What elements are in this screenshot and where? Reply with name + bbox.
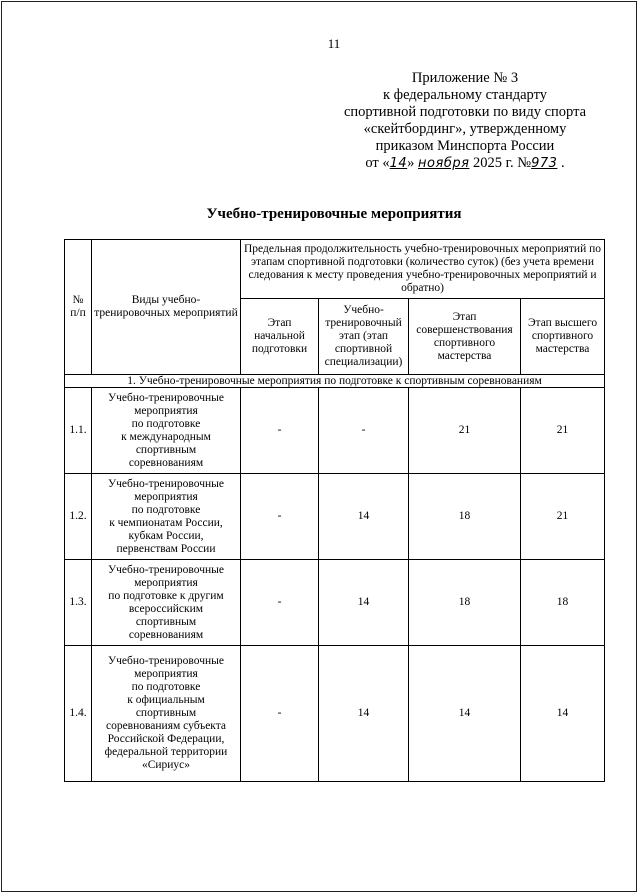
event-line: спортивным — [135, 707, 197, 719]
event-line: по подготовке — [131, 503, 201, 516]
section-title: 1. Учебно-тренировочные мероприятия по подготовке к спортивным соревнованиям — [65, 375, 605, 388]
event-line: Российской Федерации, — [107, 733, 225, 745]
header-duration: Предельная продолжительность учебно-тренировочных мероприятий по этапам спортивной подготовки (количество суток) (без учета времени следования к месту проведения учебно-тренировочных мероприятий и обратно) — [241, 240, 605, 299]
duration-value: 14 — [319, 560, 409, 646]
duration-value: 21 — [521, 388, 605, 474]
event-line: соревнованиям — [128, 628, 204, 641]
date-prefix: от « — [365, 155, 390, 171]
header-kind: Виды учебно-тренировочных мероприятий — [92, 240, 241, 375]
duration-value: 14 — [319, 646, 409, 782]
event-line: спортивным — [135, 443, 197, 456]
header-stage: Учебно-тренировочный этап (этап спортивной специализации) — [319, 299, 409, 375]
header-stage: Этап начальной подготовки — [241, 299, 319, 375]
page-number: 11 — [327, 36, 341, 51]
row-number: 1.4. — [65, 646, 92, 782]
appendix-line: к федеральному стандарту — [383, 87, 547, 103]
event-line: мероприятия — [134, 576, 198, 589]
date-year: 2025 г. № — [473, 155, 532, 171]
event-line: соревнованиям субъекта — [105, 720, 227, 732]
table-row — [65, 474, 605, 560]
event-line: спортивным — [135, 615, 197, 628]
event-kind — [92, 388, 241, 474]
date-end: . — [561, 155, 565, 171]
date-day: 14 — [389, 156, 408, 171]
header-stage: Этап высшего спортивного мастерства — [521, 299, 605, 375]
row-number: 1.1. — [65, 388, 92, 474]
document-title: Учебно-тренировочные мероприятия — [206, 206, 462, 222]
duration-value: 14 — [319, 474, 409, 560]
event-line: Учебно-тренировочные — [107, 477, 225, 490]
date-sep: » — [407, 155, 415, 171]
event-line: Учебно-тренировочные — [107, 655, 225, 667]
event-line: к международным — [121, 430, 211, 443]
event-line: мероприятия — [134, 404, 198, 417]
event-line: по подготовке к другим — [108, 589, 224, 602]
duration-value: - — [241, 474, 319, 560]
table-row — [65, 560, 605, 646]
appendix-header — [330, 70, 600, 172]
header-row — [65, 240, 605, 299]
event-line: всероссийским — [128, 602, 204, 615]
table-row — [65, 646, 605, 782]
row-number: 1.3. — [65, 560, 92, 646]
event-line: кубкам России, — [128, 529, 204, 542]
event-line: по подготовке — [131, 681, 201, 693]
event-line: по подготовке — [131, 417, 201, 430]
event-kind — [92, 560, 241, 646]
duration-value: 14 — [409, 646, 521, 782]
appendix-line: Приложение № 3 — [411, 70, 519, 86]
training-events-table — [64, 239, 605, 782]
section-row — [65, 375, 605, 388]
appendix-line: спортивной подготовки по виду спорта — [343, 104, 587, 120]
event-line: к официальным — [127, 694, 205, 706]
duration-value: - — [241, 560, 319, 646]
duration-value: 18 — [409, 474, 521, 560]
event-kind — [92, 474, 241, 560]
table-row — [65, 388, 605, 474]
appendix-line: «скейтбординг», утвержденному — [363, 121, 567, 137]
event-line: «Сириус» — [141, 759, 191, 771]
duration-value: 18 — [409, 560, 521, 646]
duration-value: - — [319, 388, 409, 474]
event-line: федеральной территории — [104, 746, 228, 758]
event-line: Учебно-тренировочные — [107, 563, 225, 576]
duration-value: 18 — [521, 560, 605, 646]
header-stage: Этап совершенствования спортивного мастерства — [409, 299, 521, 375]
event-line: к чемпионатам России, — [109, 516, 223, 529]
duration-value: 21 — [409, 388, 521, 474]
event-line: Учебно-тренировочные — [107, 391, 225, 404]
header-num: № п/п — [65, 240, 92, 375]
event-line: мероприятия — [134, 490, 198, 503]
event-line: мероприятия — [134, 668, 198, 680]
duration-value: - — [241, 646, 319, 782]
event-line: соревнованиям — [128, 456, 204, 469]
event-line: первенствам России — [116, 542, 216, 555]
duration-value: - — [241, 388, 319, 474]
duration-value: 14 — [521, 646, 605, 782]
event-kind — [92, 646, 241, 782]
date-month: ноября — [418, 156, 470, 171]
row-number: 1.2. — [65, 474, 92, 560]
order-date-line — [330, 155, 600, 172]
duration-value: 21 — [521, 474, 605, 560]
order-number: 973 — [531, 156, 558, 171]
appendix-line: приказом Минспорта России — [375, 138, 555, 154]
